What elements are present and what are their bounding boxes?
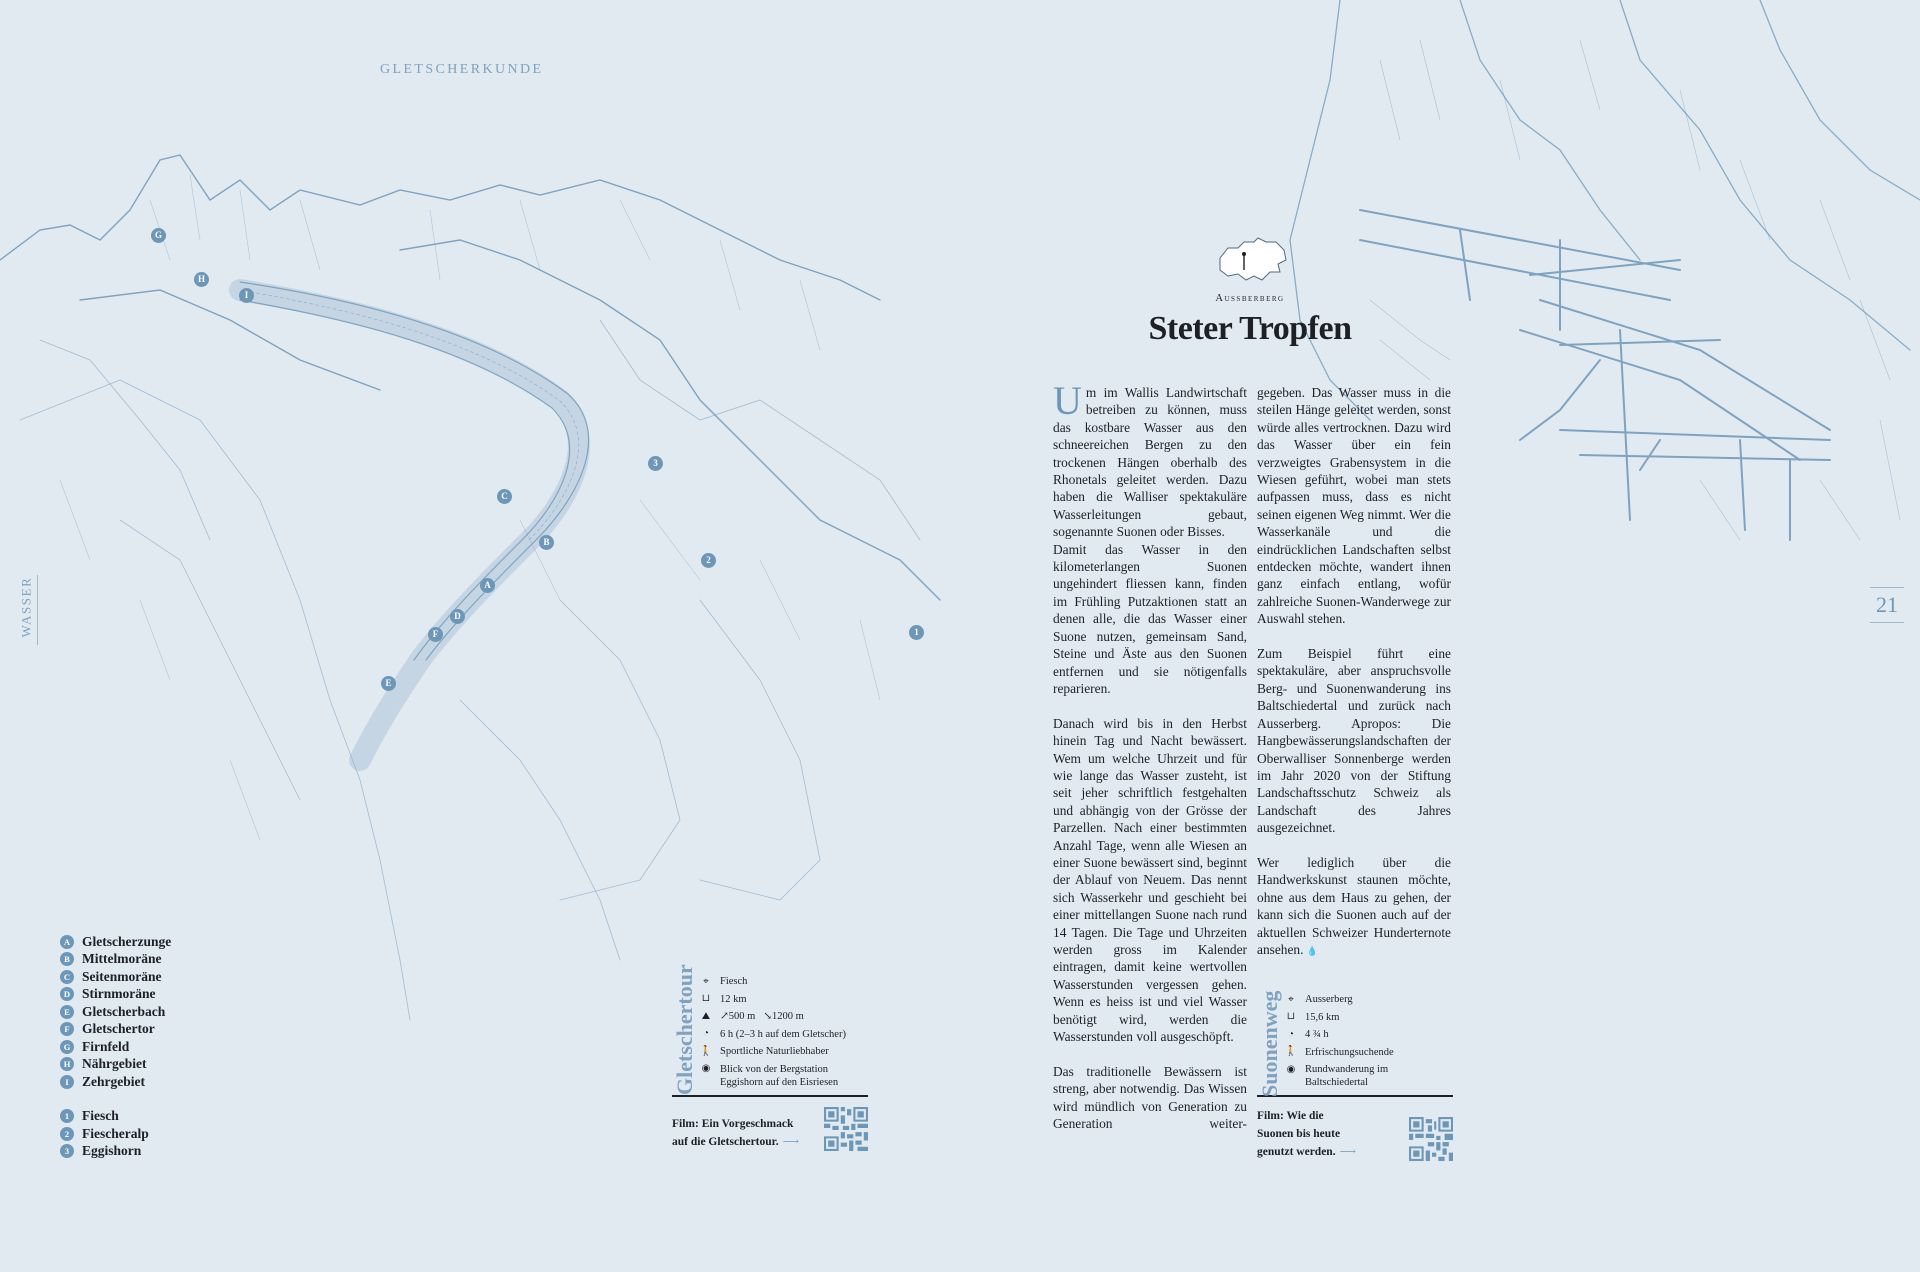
legend-label: Nährgebiet [82,1056,147,1072]
divider [672,1095,868,1097]
info-duration: ◔ 6 h (2–3 h auf dem Gletscher) [700,1028,868,1041]
eye-icon: ◉ [701,1063,711,1074]
legend-item [60,986,171,1004]
paragraph: Um im Wallis Landwirtschaft betreiben zu können, muss das kostbare Wasser aus den schneereichen Bergen zu den trockenen Hängen oberhalb des Rhonetals geleitet werden. Dazu haben die Walliser spektakuläre Wasserleitungen gebaut, sogenannte Suonen oder Bisses. [1053,378,1247,540]
legend-key: G [60,1040,74,1054]
legend-key: E [60,1005,74,1019]
article-column-2 [1257,384,1451,960]
legend-label: Gletschertor [82,1021,155,1037]
info-distance: ⊔ 12 km [701,993,747,1005]
arrow-right-icon: ⟶ [782,1135,800,1148]
legend-key: B [60,952,74,966]
map-marker-b: B [539,535,554,550]
side-label-text: WASSER [18,576,34,638]
legend-item [60,1073,171,1091]
mountain-icon: ⛰ [701,1010,711,1022]
legend-key: 2 [60,1127,74,1141]
hiker-icon: 🚶 [699,1045,713,1057]
switzerland-map-icon [1214,236,1290,284]
map-marker-a: A [480,578,495,593]
legend-label: Stirnmoräne [82,986,156,1002]
article-column-1 [1053,378,1247,1132]
section-label: GLETSCHERKUNDE [380,62,544,77]
legend-label: Gletscherzunge [82,933,172,949]
info-duration: ◔ 4 ¾ h [1285,1028,1453,1041]
legend-item [60,1143,171,1161]
map-marker-e: E [381,676,396,691]
page-number: 21 [1870,583,1904,627]
legend-key: H [60,1057,74,1071]
map-pin-icon: ⌖ [703,975,709,987]
legend-item [60,933,171,951]
map-marker-2: 2 [701,553,716,568]
legend-item [60,1021,171,1039]
suonenweg-box: Suonenweg ⌖ Ausserberg ⊔ 15,6 km ◔ 4 ¾ h 🚶 Erfrischungsuchende ◉ Rundwanderung im Baltschiedertal Film: Wie die Suonen bis heute genutzt werden. ⟶ [1257,993,1453,1161]
map-marker-1: 1 [909,625,924,640]
legend-label: Firnfeld [82,1038,130,1054]
legend-key: C [60,970,74,984]
legend-label: Fiesch [82,1108,119,1124]
eye-icon: ◉ [1286,1063,1296,1075]
paragraph: Danach wird bis in den Herbst hinein Tag und Nacht bewässert. Wem um welche Uhrzeit und für wie lange das Wasser zusteht, ist seit jeher schriftlich festgehalten und abhängig von der Grösse der Parzellen. Nach einer bestimmten Anzahl Tage, wenn alle Wiesen an einer Suone bewässert sind, beginnt der Ablauf von Neuem. Das nennt sich Wasserkehr und geschieht bei einer mittellangen Suone nach rund 14 Tagen. Die Tage und Uhrzeiten werden gross im Kalender eintragen, damit keine wertvollen Wasserstunden vergessen gehen. Wenn es heiss ist und viel Wasser benötigt wird, werden die Wasserstunden voll ausgeschöpft. [1053,715,1247,1045]
clock-icon: ◔ [702,1028,710,1039]
divider [1257,1095,1453,1097]
info-distance: ⊔ 15,6 km [1286,1011,1340,1023]
legend-item [60,1108,171,1126]
ruler-icon: ⊔ [701,993,711,1004]
paragraph: gegeben. Das Wasser muss in die steilen Hänge geleitet werden, sonst würde alles vertrocknen. Dazu wird das Wasser über ein fein verzweigtes Grabensystem in die Wiesen geführt, wobei man stets aufpassen muss, dass es nicht seinen eigenen Weg nimmt. Wer die Wasserkanäle und die eindrücklichen Landschaften selbst entdecken möchte, wandert ihnen ganz einfach entlang, wofür zahlreiche Suonen-Wanderwege zur Auswahl stehen. [1257,385,1451,627]
legend-key: F [60,1022,74,1036]
legend-item [60,1125,171,1143]
ruler-icon: ⊔ [1286,1011,1296,1022]
glacier-illustration [0,0,960,1040]
map-marker-g: G [151,228,166,243]
map-marker-d: D [450,609,465,624]
info-audience: 🚶 Erfrischungsuchende [1284,1046,1394,1058]
clock-icon: ◔ [1287,1028,1295,1040]
info-elevation: ⛰ ↗500 m ↘1200 m [701,1010,804,1022]
paragraph: Zum Beispiel führt eine spektakuläre, aber anspruchsvolle Berg- und Suonenwanderung ins Baltschiedertal und zurück nach Ausserberg. Apropos: Die Hangbewässerungslandschaften der Oberwalliser Sonnenberge werden im Jahr 2020 von der Stiftung Landschaftsschutz Schweiz als Landschaft des Jahres ausgezeichnet. [1257,646,1451,836]
legend-item [60,1003,171,1021]
legend-label: Seitenmoräne [82,968,162,984]
film-link[interactable]: Film: Wie die Suonen bis heute genutzt werden. ⟶ [1257,1107,1453,1161]
legend-key: 3 [60,1144,74,1158]
paragraph: Damit das Wasser in den kilometerlangen Suonen ungehindert fliessen kann, finden im Frühling Putzaktionen statt an denen alle, die das Wasser einer Suone nutzen, gemeinsam Sand, Steine und Äste aus den Suonen entfernen und sie nötigenfalls reparieren. [1053,541,1247,696]
legend-label: Zehrgebiet [82,1073,145,1089]
legend-key: A [60,935,74,949]
map-marker-c: C [497,489,512,504]
qr-code[interactable] [1409,1117,1453,1161]
legend-item [60,1056,171,1074]
legend-item [60,1038,171,1056]
legend-item [60,968,171,986]
film-link[interactable]: Film: Ein Vorgeschmack auf die Gletschertour. ⟶ [672,1107,868,1151]
legend-label: Fiescheralp [82,1125,149,1141]
legend-label: Eggishorn [82,1143,142,1159]
legend-key: 1 [60,1109,74,1123]
info-audience: 🚶 Sportliche Naturliebhaber [699,1045,829,1057]
info-highlight: ◉ Rundwanderung im Baltschiedertal [1286,1063,1389,1088]
legend-label: Gletscherbach [82,1003,166,1019]
article-title: Steter Tropfen [1148,310,1352,347]
info-start: ⌖ Fiesch [700,975,868,988]
map-pin-icon: ⌖ [1288,993,1294,1005]
drop-cap: U [1053,378,1082,423]
location-label: Aussberberg [1215,293,1285,304]
paragraph: Das traditionelle Bewässern ist streng, aber notwendig. Das Wissen wird mündlich von Generation zu Generation weiter- [1053,1063,1247,1132]
legend-key: I [60,1075,74,1089]
info-start: ⌖ Ausserberg [1285,993,1453,1006]
legend-label: Mittelmoräne [82,951,162,967]
qr-code[interactable] [824,1107,868,1151]
legend-key: D [60,987,74,1001]
map-legend [60,933,171,1160]
paragraph: Wer lediglich über die Handwerkskunst staunen möchte, ohne aus dem Haus zu gehen, der kann sich die Suonen auch auf der aktuellen Schweizer Hunderternote ansehen. 💧 [1257,854,1451,957]
water-drop-icon: 💧 [1306,945,1319,956]
map-marker-3: 3 [648,456,663,471]
map-marker-i: I [239,288,254,303]
arrow-right-icon: ⟶ [1339,1146,1357,1158]
hiker-icon: 🚶 [1284,1046,1298,1057]
map-marker-h: H [194,272,209,287]
map-marker-f: F [428,627,443,642]
gletschertour-box: Gletschertour ⌖ Fiesch ⊔ 12 km ⛰ ↗500 m ↘1200 m ◔ 6 h (2–3 h auf dem Gletscher) 🚶 Sportliche Naturliebhaber ◉ Blick von der Bergstation Eggishorn auf den Eisriesen Film: Ein Vorgeschmack auf die Gletschertour. ⟶ [672,975,868,1151]
legend-item [60,951,171,969]
info-highlight: ◉ Blick von der Bergstation Eggishorn auf den Eisriesen [701,1063,839,1088]
